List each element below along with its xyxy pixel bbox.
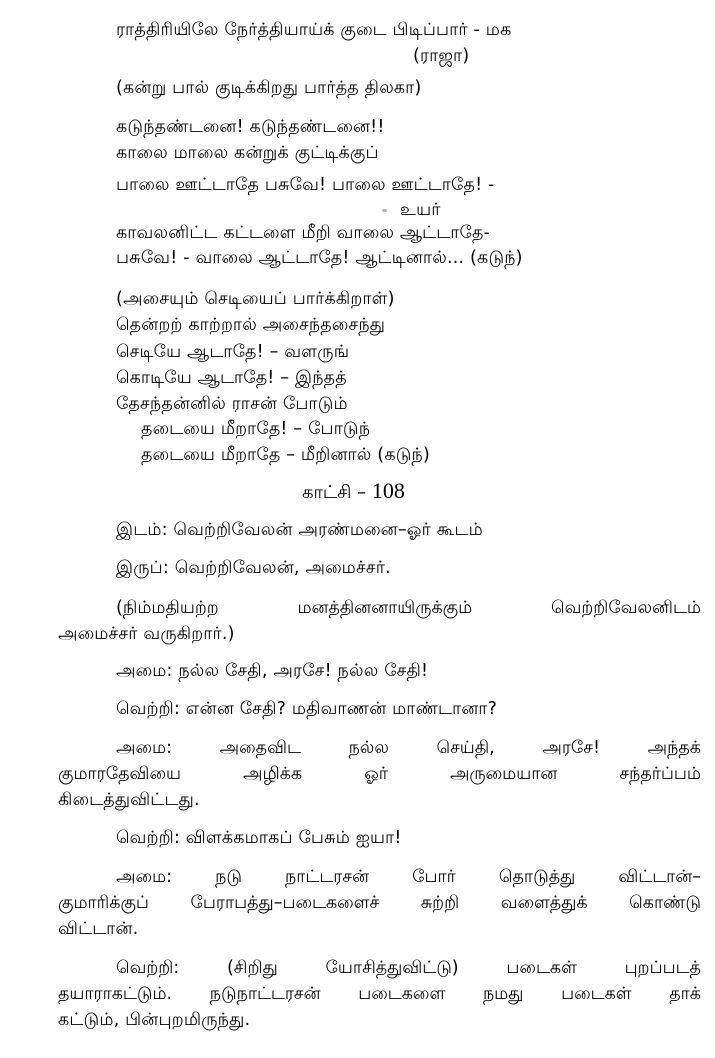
word: சுற்றி: [420, 893, 460, 913]
verse-line-7: காவலனிட்ட கட்டளை மீறி வாலை ஆட்டாதே-: [116, 223, 491, 243]
dialogue-minister-2-line-2: [58, 762, 701, 786]
word: அமை:: [116, 738, 172, 758]
scene-label: காட்சி –: [302, 482, 367, 503]
dialogue-minister-2-line-3: கிடைத்துவிட்டது.: [58, 790, 200, 810]
verse-line-12: தேசந்தன்னில் ராசன் போடும்: [116, 394, 348, 414]
word: வெற்றிவேலனிடம்: [551, 598, 701, 618]
verse-line-3: கடுந்தண்டனை! கடுந்தண்டனை!!: [116, 117, 385, 137]
stage-direction-line-2: அமைச்சர் வருகிறார்.): [58, 624, 235, 644]
stage-direction-line-1: [116, 596, 701, 620]
word: வளைத்துக்: [500, 893, 588, 913]
verse-line-1: ராத்திரியிலே நேர்த்தியாய்க் குடை பிடிப்பார் - மக: [116, 20, 512, 40]
dialogue-vetri-2: வெற்றி: விளக்கமாகப் பேசும் ஐயா!: [116, 828, 402, 848]
word: (நிம்மதியற்ற: [116, 598, 219, 618]
scene-place: இடம்: வெற்றிவேலன் அரண்மனை–ஓர் கூடம்: [116, 520, 483, 540]
dialogue-vetri-3-line-1: [116, 956, 701, 980]
word: அந்தக்: [647, 738, 701, 758]
verse-line-5: பாலை ஊட்டாதே பசுவே! பாலை ஊட்டாதே! -: [116, 175, 495, 195]
word: தொடுத்து: [498, 867, 576, 887]
word: நல்ல: [348, 738, 389, 758]
dialogue-minister-3-line-3: விட்டான்.: [58, 919, 139, 939]
verse-line-14: தடையை மீறாதே – மீறினால் (கடுந்): [141, 445, 430, 465]
word: யோசித்துவிட்டு): [325, 958, 459, 978]
word: தயாராகட்டும்.: [58, 984, 173, 1004]
word: கொண்டு: [629, 893, 701, 913]
word: மனத்தினனாயிருக்கும்: [297, 598, 473, 618]
verse-line-10: செடியே ஆடாதே! – வளருங்: [116, 342, 350, 362]
verse-line-6: உயர்: [400, 200, 441, 220]
scene-number: 108: [371, 478, 405, 503]
word: நமது: [482, 984, 524, 1004]
word: நாட்டரசன்: [285, 867, 369, 887]
dialogue-minister-3-line-2: [58, 891, 701, 915]
word: பேராபத்து–படைகளைச்: [190, 893, 380, 913]
dialogue-vetri-3-line-3: கட்டும், பின்புறமிருந்து.: [58, 1010, 251, 1030]
word: நடுநாட்டரசன்: [209, 984, 321, 1004]
word: (சிறிது: [226, 958, 278, 978]
dialogue-minister-1: அமை: நல்ல சேதி, அரசே! நல்ல சேதி!: [116, 661, 429, 681]
verse-line-4: காலை மாலை கன்றுக் குட்டிக்குப்: [116, 143, 379, 163]
word: செய்தி,: [436, 738, 495, 758]
word: புறப்படத்: [624, 958, 701, 978]
word: குமாரதேவியை: [58, 764, 182, 784]
word: விட்டான்–: [618, 867, 701, 887]
verse-line-11: கொடியே ஆடாதே! – இந்தத்: [116, 368, 347, 388]
word: சந்தர்ப்பம்: [619, 764, 701, 784]
word: ஓர்: [364, 764, 388, 784]
dialogue-vetri-3-line-2: [58, 982, 701, 1006]
word: தாக்: [669, 984, 701, 1004]
word: வெற்றி:: [116, 958, 180, 978]
word: அழிக்க: [243, 764, 303, 784]
scene-present: இருப்: வெற்றிவேலன், அமைச்சர்.: [116, 558, 391, 578]
word: குமாரிக்குப்: [58, 893, 149, 913]
word: படைகள்: [561, 984, 632, 1004]
verse-line-9: தென்றற் காற்றால் அசைந்தசைந்து: [116, 315, 386, 335]
word: படைகளை: [358, 984, 446, 1004]
word: படைகள்: [506, 958, 577, 978]
word: அதைவிட: [219, 738, 301, 758]
dialogue-minister-3-line-1: [116, 865, 701, 889]
dialogue-vetri-1: வெற்றி: என்ன சேதி? மதிவாணன் மாண்டானா?: [116, 699, 498, 719]
stage-note-calf: (கன்று பால் குடிக்கிறது பார்த்த திலகா): [116, 78, 422, 98]
word: நடு: [215, 867, 242, 887]
word: அமை:: [116, 867, 172, 887]
dialogue-minister-2-line-1: [116, 736, 701, 760]
word: அருமையான: [449, 764, 558, 784]
verse-line-2: (ராஜா): [413, 46, 470, 66]
verse-line-8: பசுவே! - வாலை ஆட்டாதே! ஆட்டினால்... (கடுந்): [116, 248, 523, 268]
stage-note-plant: (அசையும் செடியைப் பார்க்கிறாள்): [116, 289, 395, 309]
word: போர்: [412, 867, 456, 887]
verse-line-13: தடையை மீறாதே! – போடுந்: [141, 419, 371, 439]
print-speck: [382, 209, 387, 212]
scene-heading: [302, 478, 405, 506]
word: அரசே!: [542, 738, 600, 758]
